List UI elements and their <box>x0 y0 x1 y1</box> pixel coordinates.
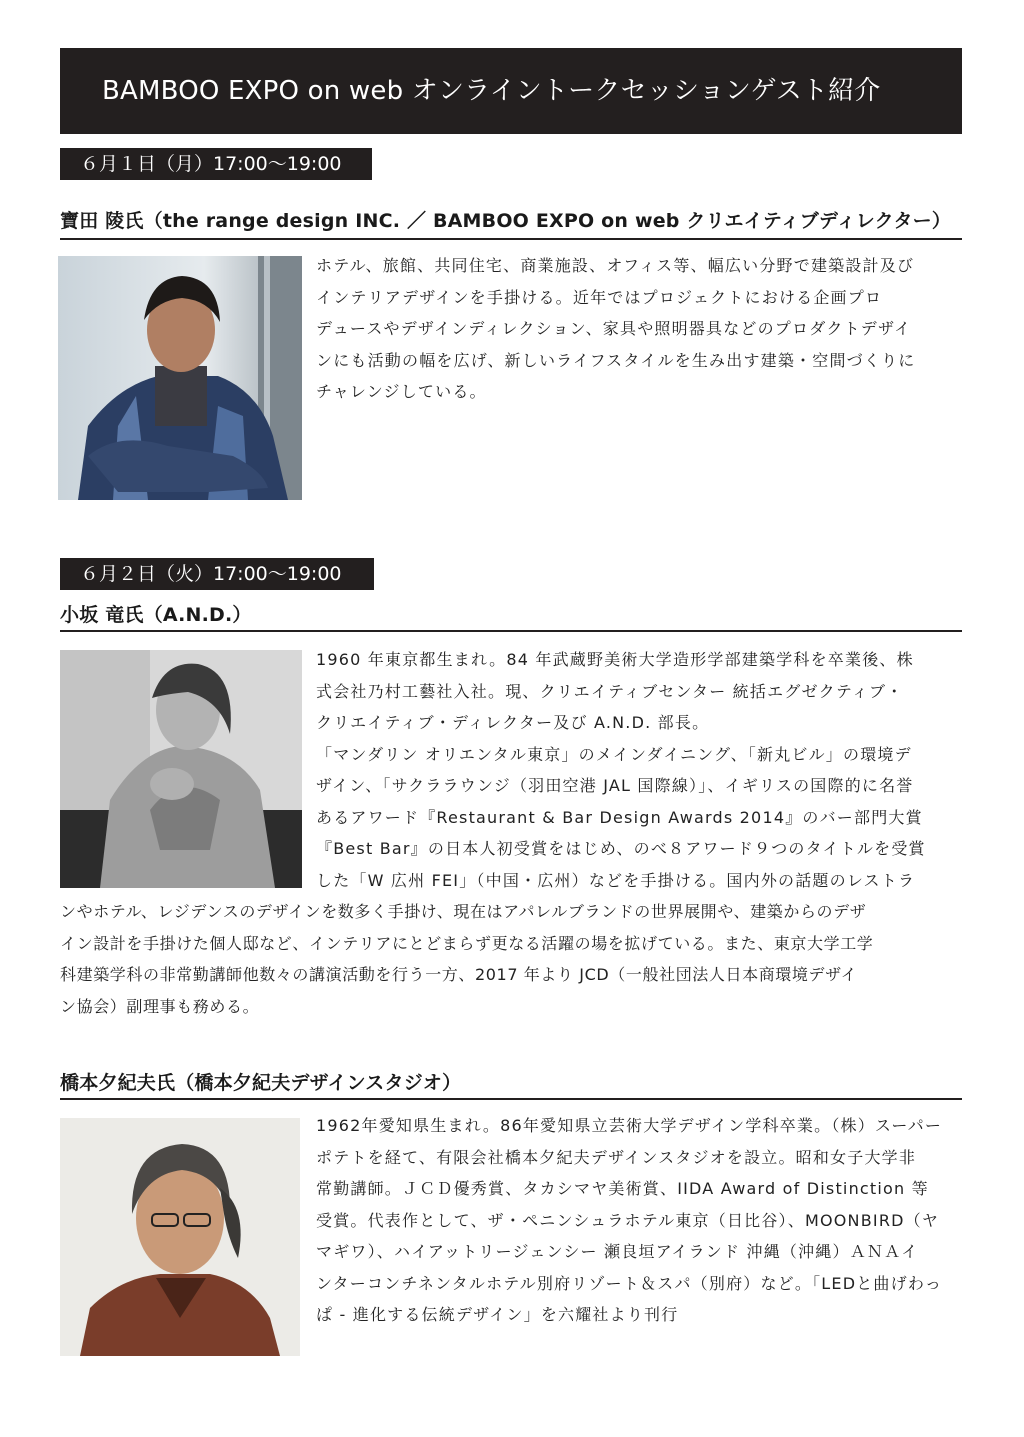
page-header <box>60 48 962 134</box>
bio-line: 科建築学科の非常勤講師他数々の講演活動を行う一方、2017 年より JCD（一般社団法人日本商環境デザイ <box>60 965 858 984</box>
bio-line: ザイン、「サクララウンジ（羽田空港 JAL 国際線）」、イギリスの国際的に名誉 <box>316 776 914 795</box>
speaker-photo <box>60 650 302 888</box>
bio-line: マギワ）、ハイアットリージェンシー 瀬良垣アイランド 沖縄（沖縄）ＡＮＡイ <box>316 1242 919 1261</box>
speaker-name: 橋本夕紀夫氏（橋本夕紀夫デザインスタジオ） <box>60 1072 462 1094</box>
speaker-bio <box>316 1110 966 1331</box>
speaker-bio <box>316 644 966 896</box>
divider <box>60 630 962 632</box>
bio-line: ン協会）副理事も務める。 <box>60 996 260 1016</box>
bio-line: 常勤講師。ＪＣＤ優秀賞、タカシマヤ美術賞、IIDA Award of Distinction 等 <box>316 1179 929 1198</box>
bio-line: 1960 年東京都生まれ。84 年武蔵野美術大学造形学部建築学科を卒業後、株 <box>316 650 914 669</box>
speaker-name: 寶田 陵氏（the range design INC. ／ BAMBOO EXPO on web クリエイティブディレクター） <box>60 210 952 232</box>
speaker-bio <box>316 250 966 408</box>
page-title: BAMBOO EXPO on web オンライントークセッションゲスト紹介 <box>102 76 881 106</box>
bio-line: イン設計を手掛けた個人邸など、インテリアにとどまらず更なる活躍の場を拡げている。また、東京大学工学 <box>60 933 874 953</box>
bio-line: あるアワード『Restaurant & Bar Design Awards 2014』のバー部門大賞 <box>316 807 923 827</box>
bio-line: ポテトを経て、有限会社橋本夕紀夫デザインスタジオを設立。昭和女子大学非 <box>316 1147 917 1167</box>
session-date-badge: ６月１日（月）17:00〜19:00 <box>60 148 372 180</box>
bio-line: 1962年愛知県生まれ。86年愛知県立芸術大学デザイン学科卒業。（株）スーパー <box>316 1116 943 1135</box>
bio-line: チャレンジしている。 <box>316 382 487 401</box>
session-date-badge: ６月２日（火）17:00〜19:00 <box>60 558 374 590</box>
speaker-bio-continued <box>60 896 965 1022</box>
bio-line: クリエイティブ・ディレクター及び A.N.D. 部長。 <box>316 713 710 732</box>
bio-line: した「W 広州 FEI」（中国・広州）などを手掛ける。国内外の話題のレストラ <box>316 870 916 890</box>
divider <box>60 1098 962 1100</box>
bio-line: 『Best Bar』の日本人初受賞をはじめ、のべ８アワード９つのタイトルを受賞 <box>316 839 926 858</box>
bio-line: 受賞。代表作として、ザ・ペニンシュラホテル東京（日比谷）、MOONBIRD（ヤ <box>316 1210 940 1230</box>
bio-line: ンにも活動の幅を広げ、新しいライフスタイルを生み出す建築・空間づくりに <box>316 350 916 370</box>
bio-line: ぱ - 進化する伝統デザイン」を六耀社より刊行 <box>316 1305 679 1324</box>
bio-line: インテリアデザインを手掛ける。近年ではプロジェクトにおける企画プロ <box>316 287 883 307</box>
bio-line: ンやホテル、レジデンスのデザインを数多く手掛け、現在はアパレルブランドの世界展開や、建築からのデザ <box>60 902 867 921</box>
speaker-photo <box>60 1118 300 1356</box>
bio-line: ンターコンチネンタルホテル別府リゾート＆スパ（別府）など。「LEDと曲げわっ <box>316 1273 943 1293</box>
bio-line: ホテル、旅館、共同住宅、商業施設、オフィス等、幅広い分野で建築設計及び <box>316 256 915 275</box>
bio-line: デュースやデザインディレクション、家具や照明器具などのプロダクトデザイ <box>316 319 912 338</box>
bio-line: 「マンダリン オリエンタル東京」のメインダイニング、「新丸ビル」の環境デ <box>316 744 912 764</box>
speaker-name: 小坂 竜氏（A.N.D.） <box>60 604 252 626</box>
divider <box>60 238 962 240</box>
bio-line: 式会社乃村工藝社入社。現、クリエイティブセンター 統括エグゼクティブ・ <box>316 681 904 701</box>
speaker-photo <box>58 256 302 500</box>
